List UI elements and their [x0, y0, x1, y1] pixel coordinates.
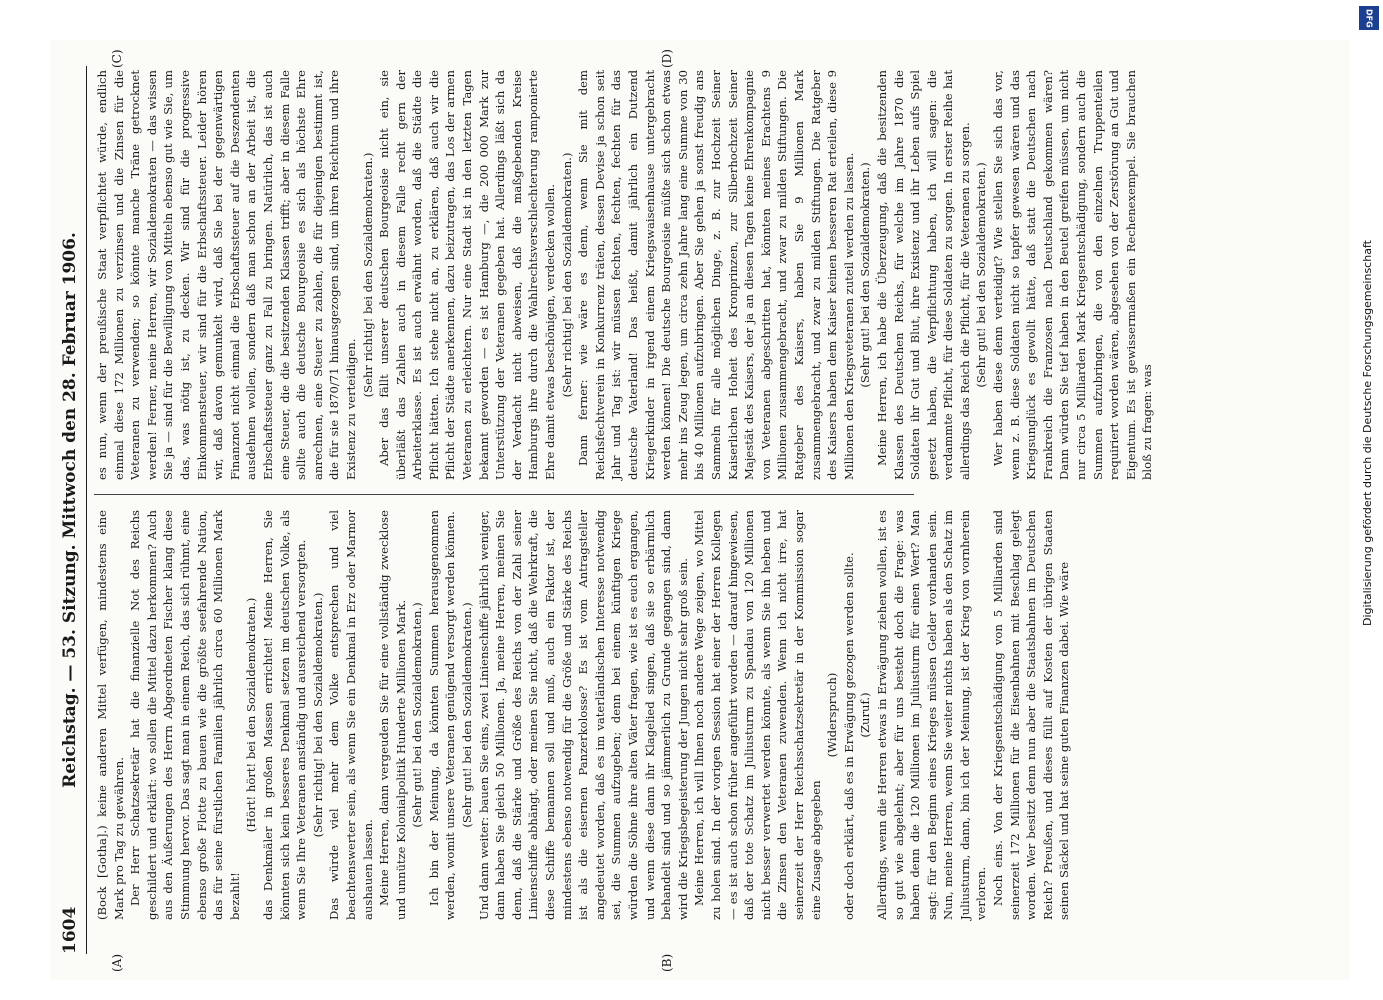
paragraph: Meine Herren, ich habe die Überzeugung, daß die besitzenden Klassen des Deutschen Reichs, für welche im Jahre 1870 die Soldaten ihr Gut und Blut, ihre Existenz und ihr Leben aufs Spiel gesetzt haben, die Verpflichtung haben, ich will sagen: die verdammte Pflicht, für diese Soldaten zu sorgen. In erster Reihe hat allerdings das Reich die Pflicht, für die Veteranen zu sorgen. [874, 70, 972, 480]
margin-mark-c: (C) [110, 49, 124, 68]
column-divider [94, 494, 914, 495]
interjection: (Sehr richtig! bei den Sozialdemokraten.) [559, 152, 574, 398]
paragraph: das Denkmäler in großen Massen errichtet! Meine Herren, Sie könnten sich kein besseres Denkmal setzen im deutschen Volke, als wenn Sie Ihre Veteranen anständig und ausreichend versorgten. [260, 510, 309, 920]
page-header [58, 66, 87, 954]
interjection: (Sehr gut! bei den Sozialdemokraten.) [460, 602, 475, 828]
paragraph: Dann ferner: wie wäre es denn, wenn Sie mit dem Reichsfechtverein in Konkurrenz träten, dessen Devise ja schon seit Jahr und Tag ist: wir müssen fechten, fechten, fechten für das deutsche Vaterland! Das heißt, damit jährlich ein Dutzend Kriegerkinder in irgend einem Kriegswaisenhause untergebracht werden können! Die deutsche Bourgeoisie müßte sich schon etwas mehr ins Zeug legen, um circa zehn Jahre lang eine Summe von 30 bis 40 Millionen aufzubringen. Aber Sie gehen ja sonst freudig ans Sammeln für alle möglichen Dinge, z. B. zur Hochzeit Seiner Kaiserlichen Hoheit des Kronprinzen, zur Silberhochzeit Seiner Majestät des Kaisers, der ja an diesen Tagen keine Ehrenkompagnie von Veteranen abgeschritten hat, könnten meines Erachtens 9 Millionen zusammengebracht, und zwar zu milden Stiftungen. Die Ratgeber des Kaisers, haben Sie 9 Millionen Mark zusammengebracht, und zwar zu milden Stiftungen. Die Ratgeber des Kaisers haben dem Kaiser keinen besseren Rat erteilen, diese 9 Millionen den Kriegsveteranen zuteil werden zu lassen. [576, 70, 856, 480]
interjection: (Sehr richtig! bei den Sozialdemokraten.) [360, 152, 375, 398]
paragraph: Wer haben diese denn verteidigt? Wie stellen Sie sich das vor, wenn z. B. diese Soldaten nicht so tapfer gewesen wären und das Kriegsunglück es gewollt hätte, daß statt die Deutschen nach Frankreich die Franzosen nach Deutschland gekommen wären? Dann würden Sie tief haben in den Beutel greifen müssen, um nicht nur circa 5 Milliarden Mark Kriegsentschädigung, sondern auch die Summen aufzubringen, die von den einzelnen Truppenteilen requiriert worden wären, abgesehen von der Zerstörung an Gut und Eigentum. Es ist gewissermaßen ein Rechenexempel. Sie brauchen bloß zu fragen: was [991, 70, 1155, 480]
interjection: (Sehr richtig! bei den Sozialdemokraten.) [310, 592, 325, 838]
page-title: Reichstag. — 53. Sitzung. Mittwoch den 28. Februar 1906. [60, 232, 80, 788]
text-column-right [94, 70, 1155, 480]
text-column-left [94, 510, 1072, 920]
rotated-page-content [50, 40, 1350, 980]
paragraph: es nun, wenn der preußische Staat verpflichtet würde, endlich einmal diese 172 Millionen zu verzinsen und die Zinsen für die Veteranen zu verwenden; so könnte manche Träne getrocknet werden! Ferner, meine Herren, wir Sozialdemokraten — das wissen Sie ja — sind für die Bewilligung von Mitteln ebenso gut wie Sie, um das, was nötig ist, zu decken. Wir sind für die progressive Einkommensteuer, wir sind für die Erbschaftssteuer. Leider hören wir, daß davon gemunkelt wird, daß Sie bei der gegenwärtigen Finanznot nicht einmal die Erbschaftssteuer auf die Deszendenten ausdehnen wollen, sondern daß man schon an der Arbeit ist, die Erbschaftssteuer ganz zu Fall zu bringen. Natürlich, das ist auch eine Steuer, die die besitzenden Klassen trifft; aber in diesem Falle sollte auch die deutsche Bourgeoisie es sich als höchste Ehre anrechnen, eine Steuer zu zahlen, die für diejenigen bestimmt ist, die für sie 1870/71 hinausgezogen sind, um ihren Reichtum und ihre Existenz zu verteidigen. [95, 70, 358, 480]
interjection: (Zuruf.) [858, 692, 873, 738]
interjection: (Sehr gut! bei den Sozialdemokraten.) [410, 602, 425, 828]
margin-mark-b: (B) [660, 953, 674, 972]
paragraph: Allerdings, wenn die Herren etwas in Erwägung ziehen wollen, ist es so gut wie abgelehnt; aber für uns besteht doch die Frage: was haben denn die 120 Millionen im Juliusturm für einen Wert? Man sagt: für den Beginn eines Krieges müssen Gelder vorhanden sein. Nun, meine Herren, wenn Sie weiter nichts haben als den Schatz im Juliusturm, dann, bin ich der Meinung, ist der Krieg von vornherein verloren. [874, 510, 989, 920]
scanned-page [50, 40, 1350, 980]
paragraph: Ich bin der Meinung, da könnten Summen herausgenommen werden, womit unsere Veteranen genügend versorgt werden können. [426, 510, 458, 920]
interjection: (Sehr gut! bei den Sozialdemokraten.) [858, 162, 873, 388]
interjection: (Widerspruch) [825, 672, 840, 758]
paragraph: Meine Herren, ich will Ihnen noch andere Wege zeigen, wo Mittel zu holen sind. In der vorigen Session hat einer der Herren Kollegen — es ist auch schon früher angeführt worden — darauf hingewiesen, daß der tote Schatz im Juliusturm zu Spandau von 120 Millionen nicht besser verwertet werden könnte, als wenn Sie ihn heben und die Zinsen den Veteranen zuwenden. Wenn ich nicht irre, hat seinerzeit der Herr Reichsschatzsekretär in der Kommission sogar eine Zusage abgegeben [692, 510, 823, 920]
paragraph: Meine Herren, dann vergeuden Sie für eine vollständig zwecklose und unnütze Kolonialpolitik Hunderte Millionen Mark. [377, 510, 408, 920]
paragraph: oder doch erklärt, daß es in Erwägung gezogen werden sollte. [841, 552, 856, 920]
paragraph: Noch eins. Von der Kriegsentschädigung von 5 Milliarden sind seinerzeit 172 Millionen für die Eisenbahnen mit Beschlag gelegt worden. Wer besitzt denn nun aber die Staatsbahnen im Deutschen Reich? Preußen, und dieses füllt auf Kosten der übrigen Staaten seinen Säckel und hat seine guten Finanzen dabei. Wie wäre [991, 510, 1072, 920]
credit-text: Digitalisierung gefördert durch die Deutsche Forschungsgemeinschaft [1361, 240, 1374, 626]
paragraph: Und dann weiter: bauen Sie eins, zwei Linienschiffe jährlich weniger, dann haben Sie gleich 50 Millionen. Ja, meine Herren, meinen Sie denn, daß die Stärke und Größe des Reichs von der Zahl seiner Linienschiffe abhängt, oder meinen Sie nicht, daß die Wehrkraft, die diese Schiffe bemannen soll und muß, auch ein Faktor ist, der mindestens ebenso notwendig für die Größe und Stärke des Reichs ist als die eisernen Panzerkolosse? Es ist vom Antragsteller angedeutet worden, daß es im vaterländischen Interesse notwendig sei, die Summen aufzugeben; denn bei einem künftigen Kriege würden die Söhne ihre alten Väter fragen, wie ist es euch ergangen, und wenn diese dann ihr Klagelied singen, daß sie so erbärmlich behandelt sind und so jämmerlich zu Grunde gegangen sind, dann wird die Kriegsbegeisterung der Jungen nicht sehr groß sein. [476, 510, 690, 920]
paragraph: (Bock [Gotha].) keine anderen Mittel verfügen, mindestens eine Mark pro Tag zu gewähren. [95, 510, 126, 920]
interjection: (Hört! hört! bei den Sozialdemokraten.) [244, 597, 259, 833]
paragraph: Das würde viel mehr dem Volke entsprechen und viel beachtenswerter sein, als wenn Sie ein Denkmal in Erz oder Marmor aushauen lassen. [327, 510, 375, 920]
margin-mark-d: (D) [660, 49, 674, 68]
margin-mark-a: (A) [110, 953, 124, 972]
page-number: 1604 [60, 906, 80, 954]
interjection: (Sehr gut! bei den Sozialdemokraten.) [974, 162, 989, 388]
digitization-credit [1357, 6, 1381, 626]
paragraph: Der Herr Schatzsekretär hat die finanzielle Not des Reichs geschildert und erklärt: wo sollen die Mittel dazu herkommen? Auch aus den Äußerungen des Herrn Abgeordneten Fischer klang diese Stimmung hervor. Das sagt man in einem Reich, das sich rühmt, eine ebenso große Flotte zu bauen wie die größte seefahrende Nation, das für seine fürstlichen Familien jährlich circa 60 Millionen Mark bezahlt! [128, 510, 242, 920]
paragraph: Aber das fällt unserer deutschen Bourgeoisie nicht ein, sie überläßt das Zahlen auch in diesem Falle recht gern der Arbeiterklasse. Es ist auch erwähnt worden, daß die Städte die Pflicht hätten. Ich stehe nicht an, zu erklären, daß auch wir die Pflicht der Städte anerkennen, dazu beizutragen, das Los der armen Veteranen zu erleichtern. Nur eine Stadt ist in den letzten Tagen bekannt geworden — es ist Hamburg —, die 200 000 Mark zur Unterstützung der Veteranen gegeben hat. Allerdings läßt sich da der Verdacht nicht abweisen, daß die maßgebenden Kreise Hamburgs ihre durch die Wahlrechtsverschlechterung ramponierte Ehre damit etwas beschönigen, verdecken wollen. [377, 70, 558, 480]
dfg-logo: DFG [1359, 6, 1379, 30]
